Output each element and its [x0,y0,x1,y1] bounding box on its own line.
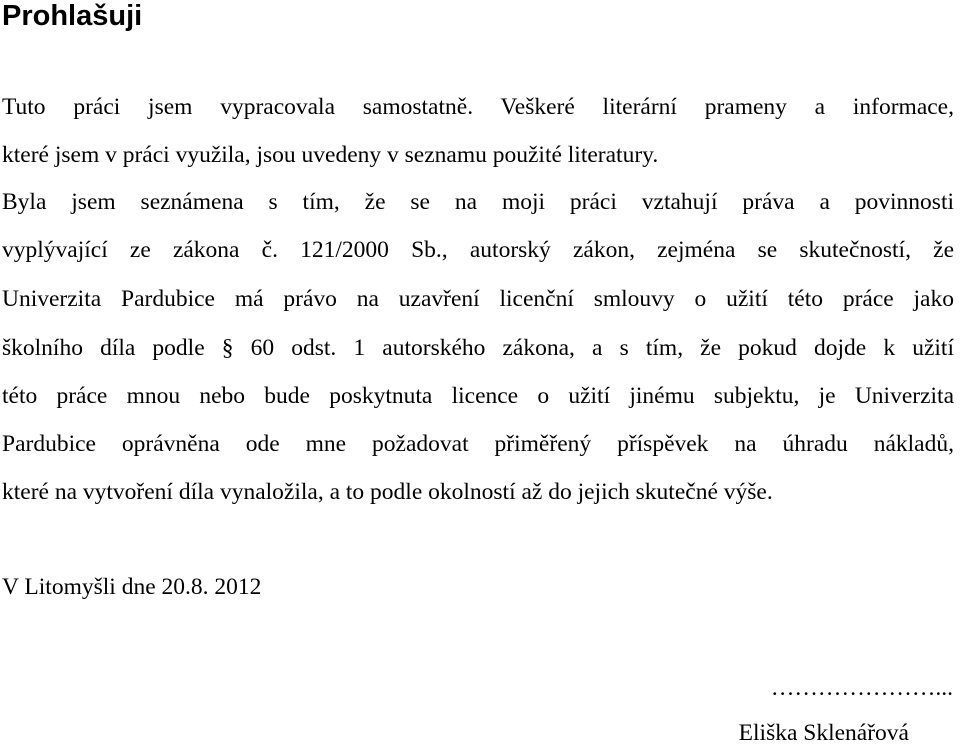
page-title: Prohlašuji [2,0,143,32]
paragraph-line: vyplývající ze zákona č. 121/2000 Sb., autorský zákon, zejména se skutečností, že [2,237,954,263]
paragraph-line: které na vytvoření díla vynaložila, a to podle okolností až do jejich skutečné výše. [2,479,773,505]
paragraph-line: které jsem v práci využila, jsou uvedeny v seznamu použité literatury. [2,142,659,168]
place-and-date: V Litomyšli dne 20.8. 2012 [2,574,262,600]
signature-name: Eliška Sklenářová [738,720,909,746]
paragraph-line: Tuto práci jsem vypracovala samostatně. Veškeré literární prameny a informace, [2,94,954,120]
paragraph-line: Byla jsem seznámena s tím, že se na moji práci vztahují práva a povinnosti [2,189,954,215]
paragraph-line: této práce mnou nebo bude poskytnuta licence o užití jinému subjektu, je Univerzita [2,383,954,409]
paragraph-line: Pardubice oprávněna ode mne požadovat přiměřený příspěvek na úhradu nákladů, [2,431,954,457]
signature-line: …………………... [770,675,953,701]
paragraph-line: Univerzita Pardubice má právo na uzavření licenční smlouvy o užití této práce jako [2,286,954,312]
paragraph-line: školního díla podle § 60 odst. 1 autorského zákona, a s tím, že pokud dojde k užití [2,335,954,361]
